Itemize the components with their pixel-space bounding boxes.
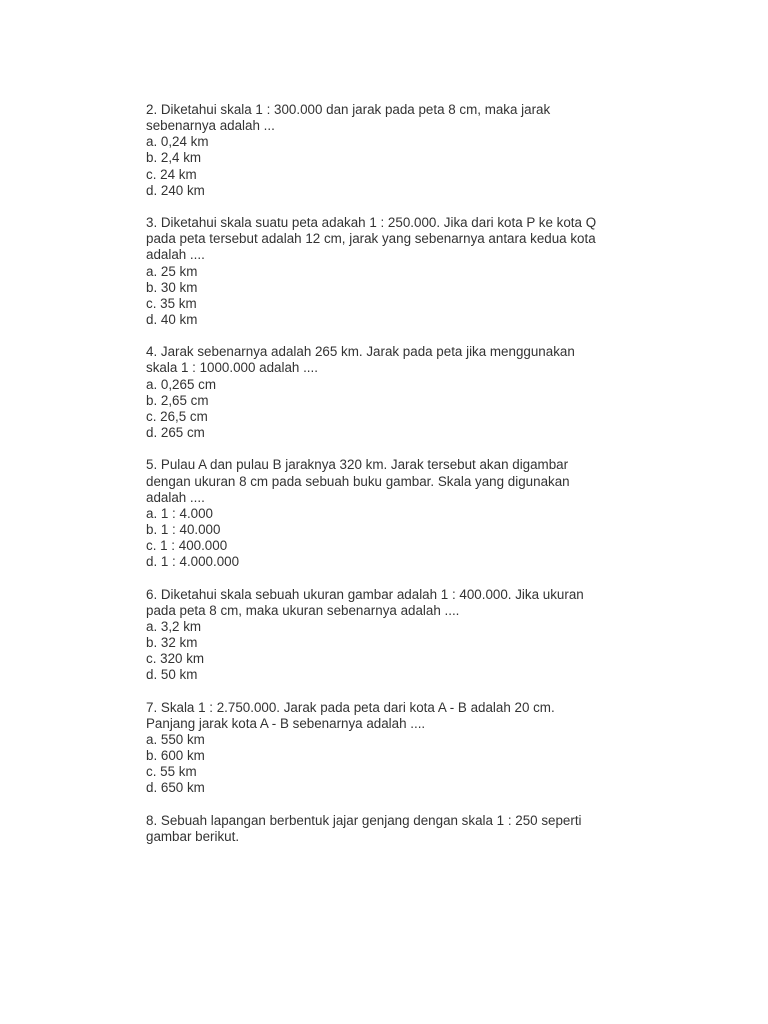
question-2 <box>146 102 646 199</box>
answer-option-c: c. 55 km <box>146 764 197 780</box>
question-text-line: skala 1 : 1000.000 adalah .... <box>146 360 318 376</box>
question-text-line: gambar berikut. <box>146 828 240 844</box>
document-page <box>146 102 646 861</box>
question-4 <box>146 344 646 441</box>
question-5 <box>146 457 646 570</box>
answer-option-c: c. 26,5 cm <box>146 408 208 424</box>
answer-option-b: b. 30 km <box>146 279 198 295</box>
question-text-line: 4. Jarak sebenarnya adalah 265 km. Jarak pada peta jika menggunakan <box>146 344 575 360</box>
answer-option-a: a. 550 km <box>146 732 205 748</box>
question-text-line: Panjang jarak kota A - B sebenarnya adalah .... <box>146 715 426 731</box>
answer-option-c: c. 320 km <box>146 651 205 667</box>
answer-option-d: d. 50 km <box>146 667 198 683</box>
question-text-line: adalah .... <box>146 489 205 505</box>
answer-option-d: d. 265 cm <box>146 425 205 441</box>
answer-option-c: c. 1 : 400.000 <box>146 538 228 554</box>
answer-option-a: a. 1 : 4.000 <box>146 505 214 521</box>
answer-option-c: c. 24 km <box>146 166 197 182</box>
question-text-line: 3. Diketahui skala suatu peta adakah 1 : 250.000. Jika dari kota P ke kota Q <box>146 215 597 231</box>
answer-option-a: a. 0,24 km <box>146 134 209 150</box>
answer-option-d: d. 40 km <box>146 312 198 328</box>
question-text-line: pada peta tersebut adalah 12 cm, jarak yang sebenarnya antara kedua kota <box>146 231 596 247</box>
question-text-line: 7. Skala 1 : 2.750.000. Jarak pada peta dari kota A - B adalah 20 cm. <box>146 699 555 715</box>
question-7 <box>146 700 646 797</box>
answer-option-b: b. 2,65 cm <box>146 392 209 408</box>
answer-option-b: b. 32 km <box>146 635 198 651</box>
answer-option-d: d. 240 km <box>146 182 205 198</box>
question-text-line: 6. Diketahui skala sebuah ukuran gambar adalah 1 : 400.000. Jika ukuran <box>146 586 584 602</box>
question-text-line: pada peta 8 cm, maka ukuran sebenarnya adalah .... <box>146 602 460 618</box>
answer-option-b: b. 600 km <box>146 748 205 764</box>
question-text-line: dengan ukuran 8 cm pada sebuah buku gambar. Skala yang digunakan <box>146 473 570 489</box>
question-text-line: adalah .... <box>146 247 205 263</box>
question-text-line: sebenarnya adalah ... <box>146 118 275 134</box>
answer-option-a: a. 3,2 km <box>146 618 202 634</box>
answer-option-b: b. 2,4 km <box>146 150 202 166</box>
answer-option-c: c. 35 km <box>146 295 197 311</box>
question-text-line: 5. Pulau A dan pulau B jaraknya 320 km. Jarak tersebut akan digambar <box>146 457 569 473</box>
question-6 <box>146 587 646 684</box>
question-8 <box>146 813 646 845</box>
question-text-line: 2. Diketahui skala 1 : 300.000 dan jarak pada peta 8 cm, maka jarak <box>146 102 551 117</box>
answer-option-d: d. 650 km <box>146 780 205 796</box>
answer-option-a: a. 0,265 cm <box>146 376 216 392</box>
answer-option-b: b. 1 : 40.000 <box>146 522 221 538</box>
question-3 <box>146 215 646 328</box>
answer-option-a: a. 25 km <box>146 263 198 279</box>
answer-option-d: d. 1 : 4.000.000 <box>146 554 240 570</box>
question-text-line: 8. Sebuah lapangan berbentuk jajar genjang dengan skala 1 : 250 seperti <box>146 812 582 828</box>
